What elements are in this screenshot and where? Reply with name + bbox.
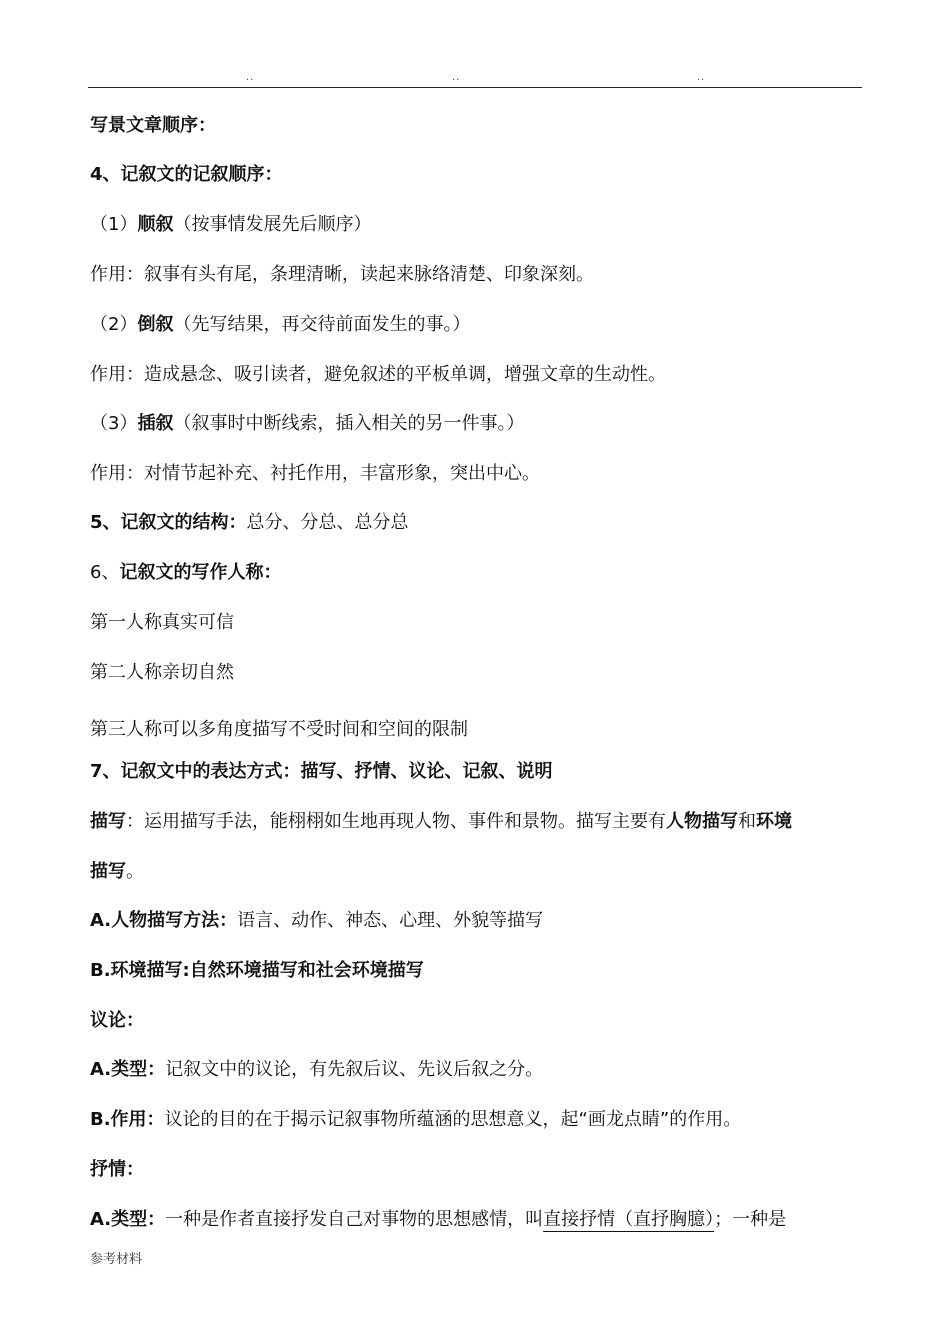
second-person-line: 第二人称亲切自然 [90,662,234,683]
section-heading-expression: 7、记叙文中的表达方式：描写、抒情、议论、记叙、说明 [90,761,553,782]
section-heading-argument: 议论： [90,1010,144,1031]
effect-flashback: 作用：造成悬念、吸引读者，避免叙述的平板单调，增强文章的生动性。 [90,364,666,385]
footer-label: 参考材料 [90,1252,143,1267]
header-rule [88,87,862,88]
first-person-line: 第一人称真实可信 [90,612,234,633]
section-heading-structure: 5、记叙文的结构：总分、分总、总分总 [90,512,409,533]
header-dots: .. [452,72,461,83]
item-flashback: （2）倒叙（先写结果，再交待前面发生的事。） [90,314,471,335]
description-paragraph-line2: 描写。 [90,861,144,882]
item-chronological: （1）顺叙（按事情发展先后顺序） [90,214,372,235]
argument-types: A.类型：记叙文中的议论，有先叙后议、先议后叙之分。 [90,1059,544,1080]
header-dots: .. [246,72,255,83]
item-interpolation: （3）插叙（叙事时中断线索，插入相关的另一件事。） [90,413,525,434]
character-description-methods: A.人物描写方法：语言、动作、神态、心理、外貌等描写 [90,910,544,931]
section-heading-narrative-order: 4、记叙文的记叙顺序： [90,164,283,185]
third-person-line: 第三人称可以多角度描写不受时间和空间的限制 [90,719,468,740]
underlined-term: 直接抒情（直抒胸臆） [543,1209,715,1230]
header-dots: .. [697,72,706,83]
argument-effect: B.作用：议论的目的在于揭示记叙事物所蕴涵的思想意义，起“画龙点睛”的作用。 [90,1109,742,1130]
section-heading-scenery-order: 写景文章顺序： [90,115,216,136]
lyricism-types: A.类型：一种是作者直接抒发自己对事物的思想感情，叫直接抒情（直抒胸臆）；一种是 [90,1209,787,1230]
description-paragraph-line1: 描写：运用描写手法，能栩栩如生地再现人物、事件和景物。描写主要有人物描写和环境 [90,811,792,832]
environment-description: B.环境描写:自然环境描写和社会环境描写 [90,960,424,981]
section-heading-lyricism: 抒情： [90,1159,144,1180]
effect-interpolation: 作用：对情节起补充、衬托作用，丰富形象，突出中心。 [90,463,540,484]
effect-chronological: 作用：叙事有头有尾，条理清晰，读起来脉络清楚、印象深刻。 [90,264,594,285]
section-heading-person: 6、记叙文的写作人称： [90,562,282,583]
